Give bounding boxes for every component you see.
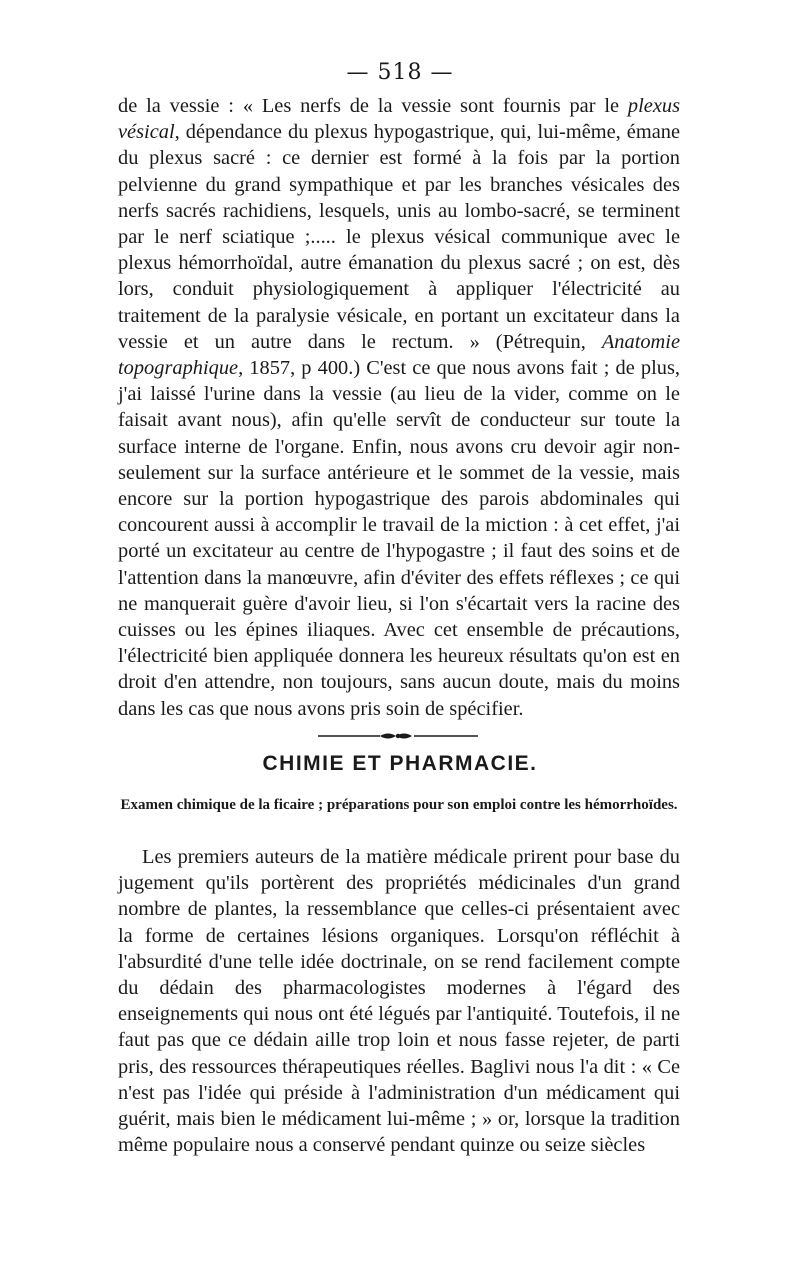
text-run: , 1857, p 400.) C'est ce que nous avons fait ; de plus, j'ai laissé l'urine dans la vessie (au lieu de la vider, comme on le faisait avant nous), afin qu'elle servît de conducteur sur toute la surface interne de l'organe. Enfin, nous avons cru devoir agir non-seulement sur la surface antérieure et le sommet de la vessie, mais encore sur la portion hypogastrique des parois abdominales qui concourent aussi à accomplir le travail de la miction : à cet effet, j'ai porté un excitateur au centre de l'hypogastre ; il faut des soins et de l'attention dans la manœuvre, afin d'éviter des effets réflexes ; ce qui ne manquerait guère d'avoir lieu, si l'on s'écartait vers la racine des cuisses ou les épines iliaques. Avec cet ensemble de précautions, l'électricité bien appliquée donnera les heureux résultats qu'on est en droit d'en attendre, non toujours, sans aucun doute, mais du moins dans les cas que nous avons pris soin de spécifier. (118, 357, 680, 720)
paragraph-continuation (118, 93, 680, 722)
italic-term: plexus vésical (118, 95, 680, 144)
body-text-top (118, 93, 680, 722)
page-number: — 518 — (346, 60, 454, 85)
text-run: de la vessie : « Les nerfs de la vessie sont fournis par le (118, 95, 628, 117)
body-text-bottom (118, 844, 680, 1158)
section-title: CHIMIE ET PHARMACIE. (262, 752, 538, 775)
paragraph: Les premiers auteurs de la matière médicale prirent pour base du jugement qu'ils portèrent des propriétés médicinales d'un grand nombre de plantes, la ressemblance que celles-ci présentaient avec la forme de certaines lésions organiques. Lorsqu'on réfléchit à l'absurdité d'une telle idée doctrinale, on se rend facilement compte du dédain des pharmacologistes modernes à l'égard des enseignements qui nous ont été légués par l'antiquité. Toutefois, il ne faut pas que ce dédain aille trop loin et nous fasse rejeter, de parti pris, des ressources thérapeutiques réelles. Baglivi nous l'a dit : « Ce n'est pas l'idée qui préside à l'administration d'un médicament qui guérit, mais bien le médicament lui-même ; » or, lorsque la tradition même populaire nous a conservé pendant quinze ou seize siècles (118, 846, 680, 1157)
article-subtitle: Examen chimique de la ficaire ; préparations pour son emploi contre les hémorrhoïdes. (120, 797, 678, 813)
text-run: , dépendance du plexus hypogastrique, qui, lui-même, émane du plexus sacré : ce dernier est formé à la fois par la portion pelvienne du grand sympathique et par les branches vésicales des nerfs sacrés rachidiens, lesquels, unis au lombo-sacré, se terminent par le nerf sciatique ;..... le plexus vésical communique avec le plexus hémorrhoïdal, autre émanation du plexus sacré ; on est, dès lors, conduit physiologiquement à appliquer l'électricité au traitement de la paralysie vésicale, en portant un excitateur dans la vessie et un autre dans le rectum. » (Pétrequin, (118, 121, 680, 353)
italic-citation: Anatomie topographique (118, 330, 680, 380)
ornament-divider (318, 731, 478, 741)
